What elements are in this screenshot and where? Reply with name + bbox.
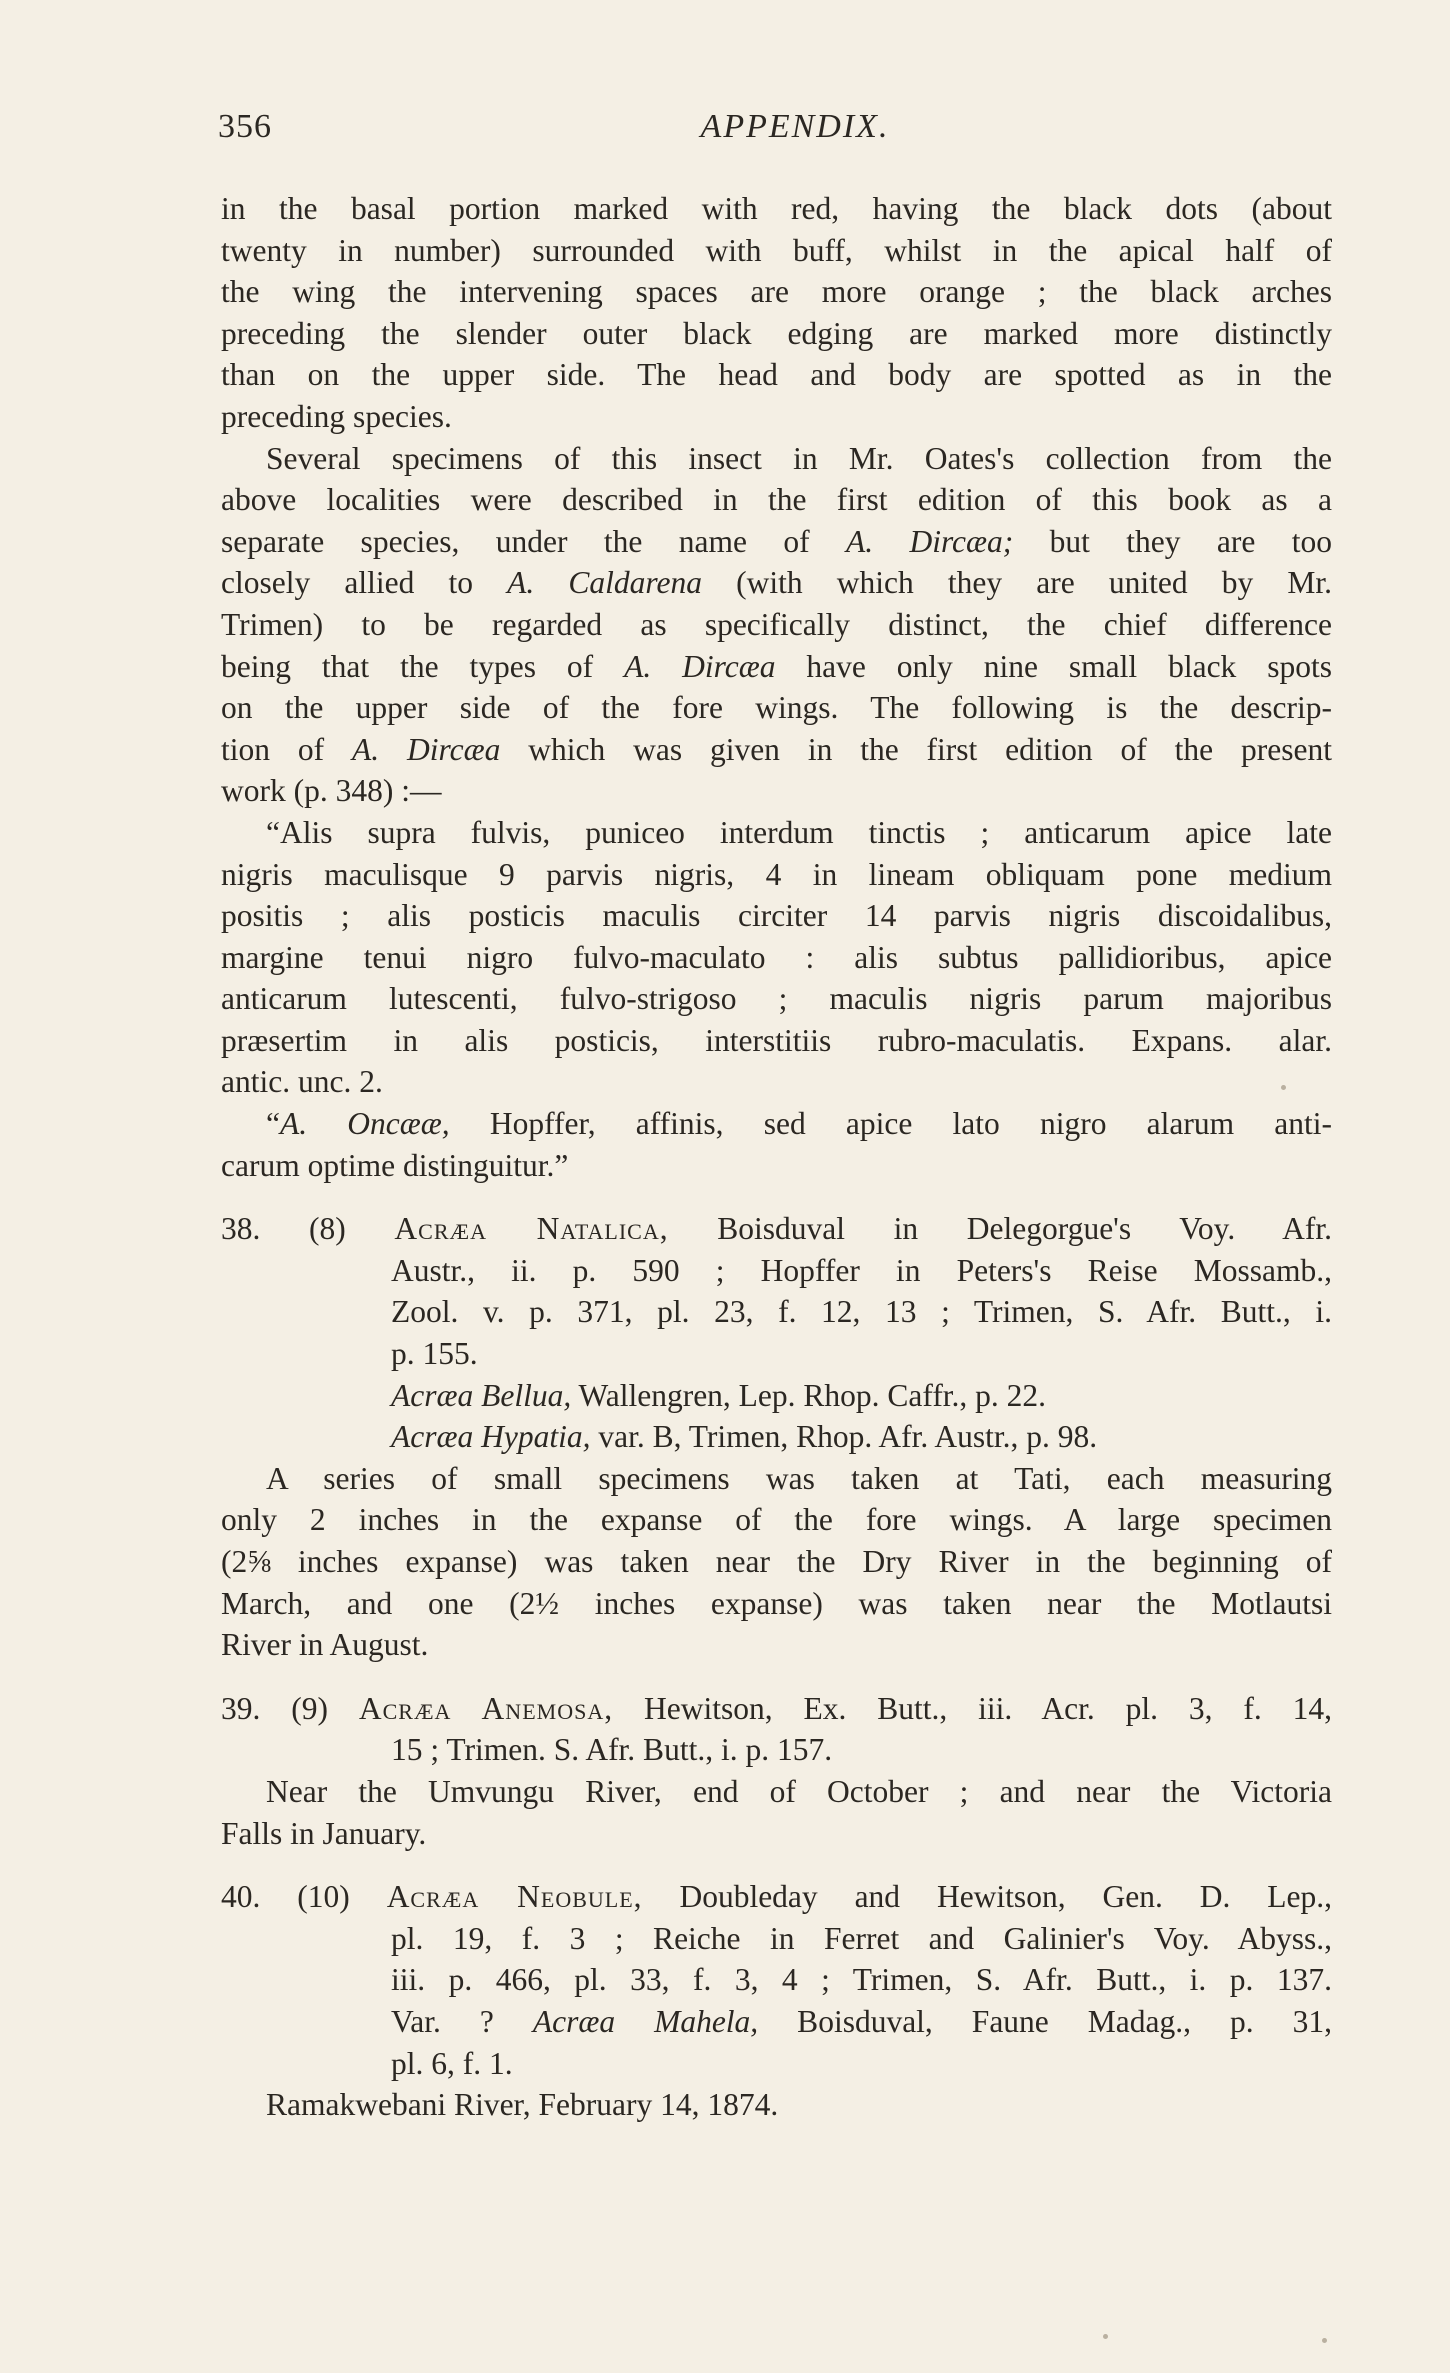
text-line bbox=[221, 1541, 1332, 1583]
text-line: River in August. bbox=[221, 1627, 429, 1663]
species-heading: Acræa Neobule, bbox=[386, 1879, 643, 1915]
text-line: positis ; alis posticis maculis circiter 14 parvis nigris discoidalibus, bbox=[221, 898, 1332, 934]
text-line: iii. p. 466, pl. 33, f. 3, 4 ; Trimen, S. Afr. Butt., i. p. 137. bbox=[391, 1962, 1332, 1998]
paper-speck bbox=[1322, 2338, 1327, 2343]
species-heading: Acræa Anemosa, bbox=[358, 1690, 614, 1726]
text-line: Falls in January. bbox=[221, 1815, 427, 1851]
fraction: ½ bbox=[535, 1585, 560, 1621]
fraction: ⅝ bbox=[247, 1544, 271, 1579]
spacer bbox=[221, 1666, 1332, 1688]
text-line: Zool. v. p. 371, pl. 23, f. 12, 13 ; Trimen, S. Afr. Butt., i. bbox=[391, 1294, 1332, 1330]
text-line: Ramakwebani River, February 14, 1874. bbox=[266, 2087, 779, 2123]
text-line: carum optime distinguitur.” bbox=[221, 1147, 569, 1183]
text-run: tion of bbox=[221, 731, 353, 767]
running-head: APPENDIX. bbox=[700, 108, 890, 145]
paragraph-1 bbox=[221, 188, 1332, 438]
species-name: Acræa Bellua, bbox=[391, 1377, 572, 1413]
text-line: Several specimens of this insect in Mr. Oates's collection from the bbox=[266, 440, 1332, 476]
page-body bbox=[221, 188, 1332, 2126]
species-name: A. Caldarena bbox=[507, 565, 702, 601]
text-run: being that the types of bbox=[221, 648, 625, 684]
page-header bbox=[218, 108, 1332, 158]
paper-speck bbox=[1103, 2334, 1108, 2339]
text-run: Doubleday and Hewitson, Gen. D. Lep., bbox=[642, 1879, 1332, 1915]
text-line bbox=[221, 521, 1332, 563]
text-run: which was given in the first edition of the present bbox=[500, 731, 1332, 767]
species-name: A. Dircæa; bbox=[845, 523, 1014, 559]
text-line: antic. unc. 2. bbox=[221, 1064, 383, 1100]
text-run: March, and one (2 bbox=[221, 1585, 536, 1621]
text-line: preceding species. bbox=[221, 398, 452, 434]
species-name: Acræa Mahela, bbox=[532, 2003, 759, 2039]
text-line bbox=[221, 646, 1332, 688]
text-line: margine tenui nigro fulvo-maculato : alis subtus pallidioribus, apice bbox=[221, 939, 1332, 975]
text-run: Boisduval, Faune Madag., p. 31, bbox=[758, 2003, 1332, 2039]
species-name: A. Dircæa bbox=[352, 731, 501, 767]
text-run: var. B, Trimen, Rhop. Afr. Austr., p. 98. bbox=[590, 1419, 1098, 1455]
latin-quotation bbox=[221, 812, 1332, 1103]
species-entry-39 bbox=[221, 1688, 1332, 1854]
species-name: Acræa Hypatia, bbox=[391, 1419, 591, 1455]
text-line: 15 ; Trimen. S. Afr. Butt., i. p. 157. bbox=[391, 1732, 833, 1768]
text-line: on the upper side of the fore wings. The following is the descrip- bbox=[221, 690, 1332, 726]
text-line: pl. 19, f. 3 ; Reiche in Ferret and Galinier's Voy. Abyss., bbox=[391, 1920, 1332, 1956]
species-entry-40 bbox=[221, 1876, 1332, 2126]
entry-number: 40. (10) bbox=[221, 1879, 387, 1915]
text-line bbox=[221, 2001, 1332, 2043]
text-line: Trimen) to be regarded as specifically distinct, the chief difference bbox=[221, 606, 1332, 642]
species-heading: Acræa Natalica, bbox=[394, 1211, 669, 1247]
text-line: p. 155. bbox=[391, 1336, 478, 1372]
text-line: anticarum lutescenti, fulvo-strigoso ; maculis nigris parum majoribus bbox=[221, 981, 1332, 1017]
synonym-line bbox=[221, 1416, 1332, 1458]
text-run: (with which they are united by Mr. bbox=[701, 565, 1332, 601]
spacer bbox=[221, 1854, 1332, 1876]
species-entry-38 bbox=[221, 1208, 1332, 1666]
spacer bbox=[221, 1186, 1332, 1208]
synonym-line bbox=[221, 1375, 1332, 1417]
text-line: the wing the intervening spaces are more orange ; the black arches bbox=[221, 274, 1332, 310]
text-line: above localities were described in the first edition of this book as a bbox=[221, 482, 1332, 518]
text-run: Hewitson, Ex. Butt., iii. Acr. pl. 3, f. 14, bbox=[613, 1690, 1332, 1726]
text-line: only 2 inches in the expanse of the fore wings. A large specimen bbox=[221, 1502, 1332, 1538]
text-line: in the basal portion marked with red, having the black dots (about bbox=[221, 191, 1332, 226]
text-line: than on the upper side. The head and body are spotted as in the bbox=[221, 357, 1332, 393]
text-run: closely allied to bbox=[221, 565, 508, 601]
entry-number: 39. (9) bbox=[221, 1690, 359, 1726]
text-run: have only nine small black spots bbox=[775, 648, 1332, 684]
text-run: Hopffer, affinis, sed apice lato nigro alarum anti- bbox=[449, 1106, 1332, 1142]
text-line bbox=[221, 1103, 1332, 1145]
text-line bbox=[221, 1208, 1332, 1250]
text-run: Wallengren, Lep. Rhop. Caffr., p. 22. bbox=[571, 1377, 1047, 1413]
text-line bbox=[221, 1876, 1332, 1918]
text-run: separate species, under the name of bbox=[221, 523, 846, 559]
text-run: “ bbox=[266, 1106, 280, 1142]
species-name: A. Dircæa bbox=[624, 648, 776, 684]
text-line: twenty in number) surrounded with buff, whilst in the apical half of bbox=[221, 232, 1332, 268]
paper-speck bbox=[1281, 1085, 1286, 1090]
text-line: “Alis supra fulvis, puniceo interdum tinctis ; anticarum apice late bbox=[266, 814, 1332, 850]
text-line bbox=[221, 729, 1332, 771]
entry-number: 38. (8) bbox=[221, 1211, 395, 1247]
text-run: inches expanse) was taken near the Dry River in the beginning of bbox=[270, 1544, 1332, 1579]
text-line: work (p. 348) :— bbox=[221, 773, 442, 809]
text-line: preceding the slender outer black edging are marked more distinctly bbox=[221, 315, 1332, 351]
latin-quotation-2 bbox=[221, 1103, 1332, 1186]
text-line: pl. 6, f. 1. bbox=[391, 2045, 513, 2081]
page-number: 356 bbox=[218, 108, 272, 145]
text-line bbox=[221, 562, 1332, 604]
text-line: præsertim in alis posticis, interstitiis rubro-maculatis. Expans. alar. bbox=[221, 1022, 1332, 1058]
text-line bbox=[221, 1688, 1332, 1730]
text-line: nigris maculisque 9 parvis nigris, 4 in lineam obliquam pone medium bbox=[221, 856, 1332, 892]
text-run: Boisduval in Delegorgue's Voy. Afr. bbox=[668, 1211, 1332, 1247]
paragraph-2 bbox=[221, 438, 1332, 812]
text-line: Austr., ii. p. 590 ; Hopffer in Peters's Reise Mossamb., bbox=[391, 1252, 1332, 1288]
text-run: (2 bbox=[221, 1544, 248, 1579]
text-run: Var. ? bbox=[391, 2003, 533, 2039]
text-run: but they are too bbox=[1013, 523, 1333, 559]
text-run: inches expanse) was taken near the Motlautsi bbox=[559, 1585, 1332, 1621]
text-line: Near the Umvungu River, end of October ; and near the Victoria bbox=[266, 1773, 1332, 1809]
species-name: A. Oncææ, bbox=[279, 1106, 450, 1142]
text-line: A series of small specimens was taken at Tati, each measuring bbox=[266, 1460, 1332, 1496]
text-line bbox=[221, 1583, 1332, 1625]
